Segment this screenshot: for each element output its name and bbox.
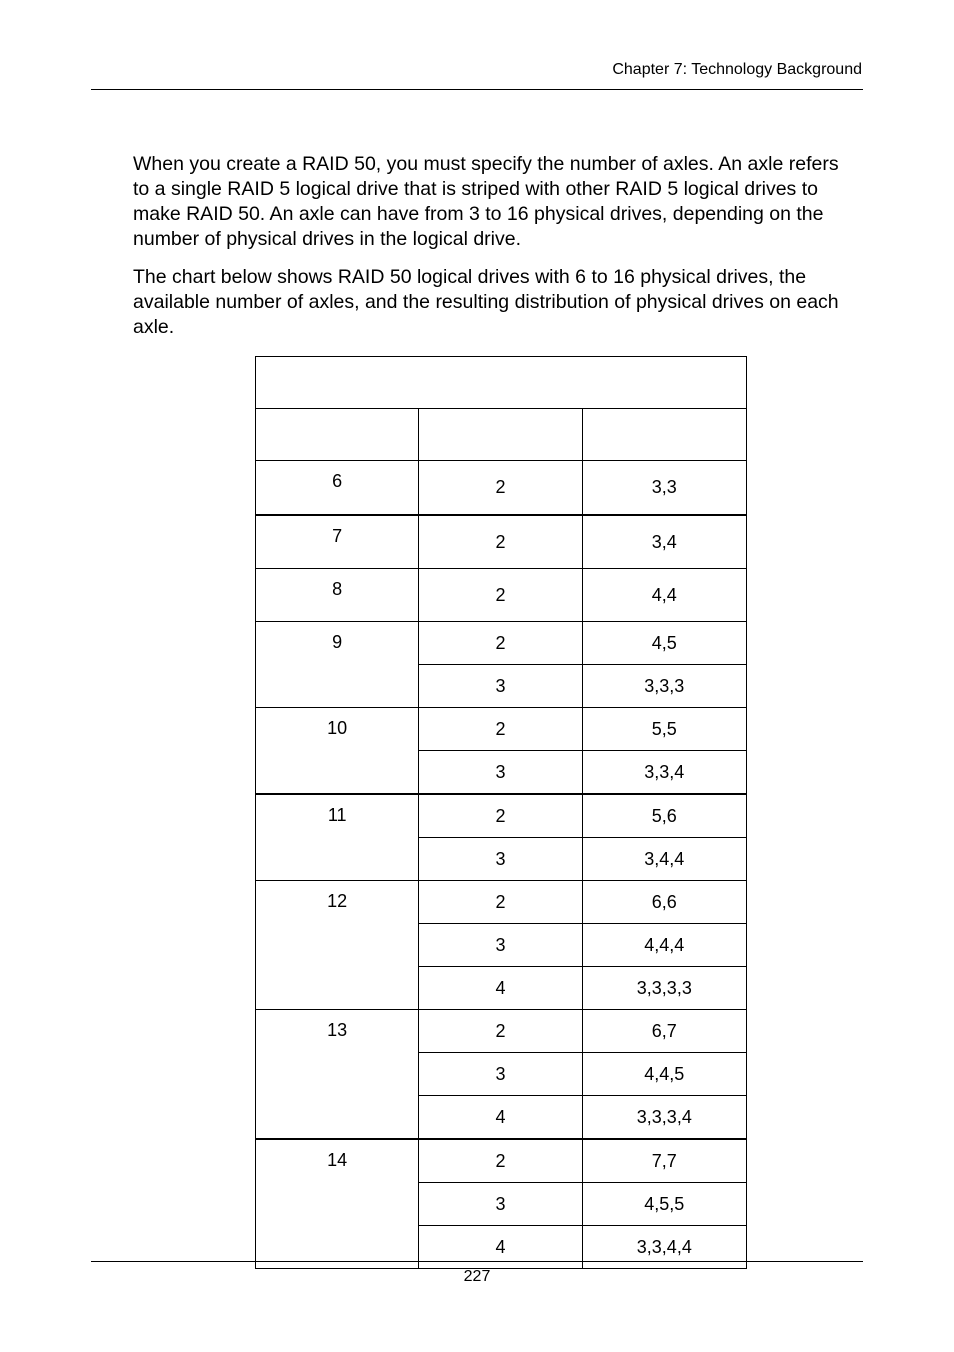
table-row	[256, 1010, 747, 1053]
distribution-cell: 6,6	[582, 881, 746, 924]
distribution-cell: 6,7	[582, 1010, 746, 1053]
axles-cell: 2	[419, 881, 582, 924]
axles-cell: 3	[419, 838, 582, 881]
distribution-cell: 3,3,4,4	[582, 1226, 746, 1269]
physical-drives-cell: 9	[256, 622, 419, 708]
distribution-cell: 5,6	[582, 794, 746, 838]
distribution-cell: 3,3,4	[582, 751, 746, 795]
table-header-row	[256, 409, 747, 461]
header-physical-drives	[256, 409, 419, 461]
physical-drives-cell: 7	[256, 515, 419, 569]
header-axles	[419, 409, 582, 461]
axles-cell: 4	[419, 1096, 582, 1140]
distribution-cell: 3,4,4	[582, 838, 746, 881]
table-row	[256, 461, 747, 516]
physical-drives-cell: 12	[256, 881, 419, 1010]
axles-cell: 3	[419, 1053, 582, 1096]
distribution-cell: 3,4	[582, 515, 746, 569]
physical-drives-cell: 11	[256, 794, 419, 881]
axles-cell: 3	[419, 665, 582, 708]
axles-cell: 4	[419, 967, 582, 1010]
axles-cell: 2	[419, 794, 582, 838]
header-distribution	[582, 409, 746, 461]
footer-rule	[91, 1261, 863, 1262]
axles-cell: 3	[419, 1183, 582, 1226]
distribution-cell: 5,5	[582, 708, 746, 751]
table-row	[256, 515, 747, 569]
table-row	[256, 881, 747, 924]
axles-cell: 2	[419, 461, 582, 516]
table-row	[256, 569, 747, 622]
physical-drives-cell: 6	[256, 461, 419, 516]
distribution-cell: 3,3	[582, 461, 746, 516]
axles-cell: 2	[419, 1139, 582, 1183]
header-rule	[91, 89, 863, 90]
distribution-cell: 3,3,3	[582, 665, 746, 708]
physical-drives-cell: 13	[256, 1010, 419, 1140]
axles-cell: 3	[419, 924, 582, 967]
distribution-cell: 4,4,4	[582, 924, 746, 967]
axles-cell: 2	[419, 515, 582, 569]
physical-drives-cell: 8	[256, 569, 419, 622]
axles-cell: 2	[419, 708, 582, 751]
distribution-cell: 7,7	[582, 1139, 746, 1183]
table-row	[256, 1139, 747, 1183]
raid50-axle-table	[255, 356, 747, 1269]
paragraph-chart-intro: The chart below shows RAID 50 logical drives with 6 to 16 physical drives, the available number of axles, and the resulting distribution of physical drives on each axle.	[133, 266, 839, 338]
distribution-cell: 4,4,5	[582, 1053, 746, 1096]
axles-cell: 2	[419, 569, 582, 622]
physical-drives-cell: 14	[256, 1139, 419, 1269]
table-title-row	[256, 357, 747, 409]
axles-cell: 3	[419, 751, 582, 795]
running-header: Chapter 7: Technology Background	[612, 61, 862, 78]
paragraph-axles-intro: When you create a RAID 50, you must specify the number of axles. An axle refers to a single RAID 5 logical drive that is striped with other RAID 5 logical drives to make RAID 50. An axle can have from 3 to 16 physical drives, depending on the number of physical drives in the logical drive.	[133, 153, 839, 250]
table-row	[256, 708, 747, 751]
axles-cell: 2	[419, 622, 582, 665]
distribution-cell: 3,3,3,4	[582, 1096, 746, 1140]
distribution-cell: 3,3,3,3	[582, 967, 746, 1010]
axles-cell: 4	[419, 1226, 582, 1269]
distribution-cell: 4,5	[582, 622, 746, 665]
table-row	[256, 622, 747, 665]
distribution-cell: 4,5,5	[582, 1183, 746, 1226]
page-number: 227	[463, 1268, 491, 1285]
table-row	[256, 794, 747, 838]
table-title	[256, 357, 747, 409]
axles-cell: 2	[419, 1010, 582, 1053]
physical-drives-cell: 10	[256, 708, 419, 795]
body-text	[133, 152, 853, 353]
distribution-cell: 4,4	[582, 569, 746, 622]
